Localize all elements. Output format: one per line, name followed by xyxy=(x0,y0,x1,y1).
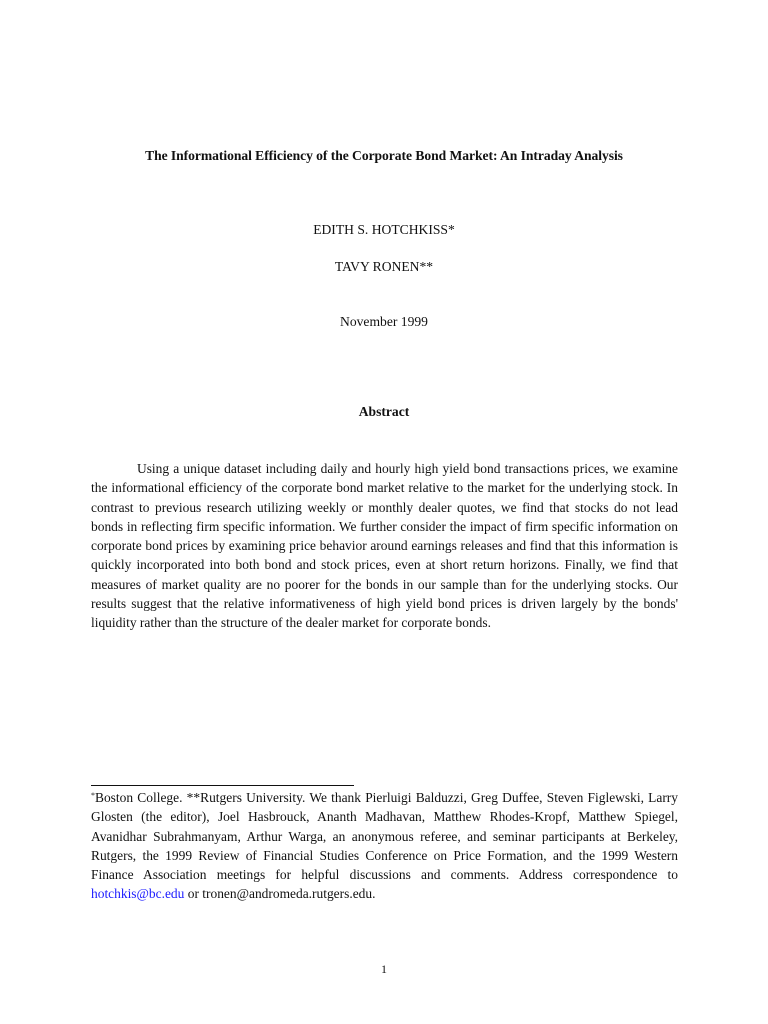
page-number: 1 xyxy=(381,962,387,976)
abstract-text: Using a unique dataset including daily and hourly high yield bond transactions prices, we examine the informational efficiency of the corporate bond market relative to the market for the underlying stock. In contrast to previous research utilizing weekly or monthly dealer quotes, we find that stocks do not lead bonds in reflecting firm specific information. We further consider the impact of firm specific information on corporate bond prices by examining price behavior around earnings releases and find that this information is quickly incorporated into both bond and stock prices, even at short return horizons. Finally, we find that measures of market quality are no poorer for the bonds in our sample than for the underlying stocks. Our results suggest that the relative informativeness of high yield bond prices is driven largely by the bonds' liquidity rather than the structure of the dealer market for corporate bonds. xyxy=(91,461,678,631)
email-link[interactable]: hotchkis@bc.edu xyxy=(91,886,185,902)
paper-title: The Informational Efficiency of the Corporate Bond Market: An Intraday Analysis xyxy=(145,148,623,163)
abstract-heading: Abstract xyxy=(358,404,410,419)
footnote-text: Boston College. **Rutgers University. We thank Pierluigi Balduzzi, Greg Duffee, Steven Figlewski, Larry Glosten (the editor), Joel Hasbrouck, Ananth Madhavan, Matthew Rhodes-Kropf, Matthew Spiegel, Avanidhar Subrahmanyam, Arthur Warga, an anonymous referee, and seminar participants at Berkeley, Rutgers, the 1999 Review of Financial Studies Conference on Price Formation, and the 1999 Western Finance Association meetings for helpful discussions and comments. Address correspondence to xyxy=(91,790,678,883)
footnote-text-end: or tronen@andromeda.rutgers.edu. xyxy=(184,886,376,902)
footnote xyxy=(91,788,678,904)
author-name: EDITH S. HOTCHKISS* xyxy=(313,222,455,237)
author-name: TAVY RONEN** xyxy=(334,259,434,274)
footnote-marker: * xyxy=(91,791,95,800)
footnote-divider xyxy=(91,785,354,786)
publication-date: November 1999 xyxy=(340,314,428,329)
